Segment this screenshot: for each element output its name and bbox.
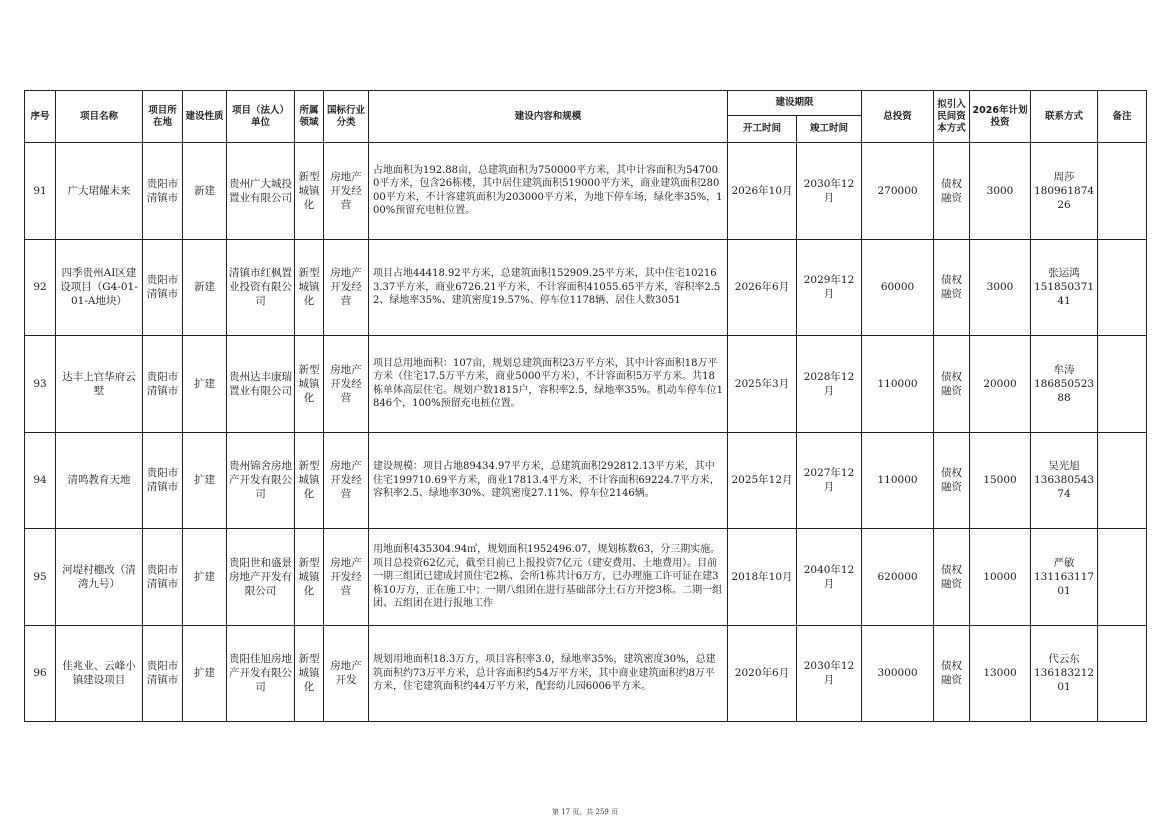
- page-footer: 第 17 页，共 259 页: [551, 808, 619, 816]
- cell-seq: 94: [25, 432, 56, 529]
- cell-location: 贵阳市清镇市: [143, 432, 183, 529]
- cell-content: 占地面积为192.88亩，总建筑面积为750000平方米，其中计容面积为547000平方米，包含26栋楼，其中居住建筑面积519000平方米，商业建筑面积28000平方米，不计容建筑面积为203000平方米，为地下停车场，绿化率35%，100%预留充电桩位置。: [369, 143, 728, 240]
- cell-start: 2018年10月: [728, 529, 797, 626]
- cell-start: 2025年12月: [728, 432, 797, 529]
- cell-remark: [1098, 336, 1147, 433]
- header-investment: 总投资: [862, 91, 934, 143]
- table-row: [25, 432, 1147, 529]
- contact-name: 牟涛: [1053, 363, 1075, 376]
- cell-contact: [1031, 336, 1098, 433]
- cell-seq: 93: [25, 336, 56, 433]
- cell-plan: 3000: [970, 239, 1031, 336]
- cell-seq: 96: [25, 625, 56, 722]
- table-body: [25, 143, 1147, 722]
- header-plan: 2026年计划投资: [970, 91, 1031, 143]
- cell-field: 新型城镇化: [295, 336, 324, 433]
- contact-phone: 13116311701: [1033, 570, 1095, 597]
- contact-phone: 13618321201: [1033, 667, 1095, 694]
- cell-unit: 贵州锦舍房地产开发有限公司: [227, 432, 295, 529]
- cell-plan: 20000: [970, 336, 1031, 433]
- cell-end: 2029年12月: [797, 239, 862, 336]
- header-period: 建设期限: [728, 91, 862, 116]
- cell-seq: 91: [25, 143, 56, 240]
- cell-field: 新型城镇化: [295, 143, 324, 240]
- cell-investment: 300000: [862, 625, 934, 722]
- cell-nature: 扩建: [183, 529, 227, 626]
- cell-contact: [1031, 625, 1098, 722]
- table-row: [25, 529, 1147, 626]
- cell-start: 2026年10月: [728, 143, 797, 240]
- cell-industry: 房地产开发经营: [324, 239, 369, 336]
- cell-name: 广大珺耀未来: [56, 143, 143, 240]
- cell-contact: [1031, 529, 1098, 626]
- cell-location: 贵阳市清镇市: [143, 625, 183, 722]
- cell-capital: 债权融资: [934, 239, 970, 336]
- cell-end: 2028年12月: [797, 336, 862, 433]
- cell-investment: 60000: [862, 239, 934, 336]
- contact-name: 严敏: [1053, 556, 1075, 569]
- cell-industry: 房地产开发经营: [324, 143, 369, 240]
- cell-plan: 13000: [970, 625, 1031, 722]
- cell-plan: 15000: [970, 432, 1031, 529]
- cell-plan: 10000: [970, 529, 1031, 626]
- header-contact: 联系方式: [1031, 91, 1098, 143]
- cell-content: 建设规模：项目占地89434.97平方米，总建筑面积292812.13平方米，其中住宅199710.69平方米，商业17813.4平方米，不计容面积69224.7平方米，容积率2.5、绿地率30%、建筑密度27.11%、停车位2146辆。: [369, 432, 728, 529]
- contact-phone: 13638054374: [1033, 474, 1095, 501]
- cell-remark: [1098, 239, 1147, 336]
- cell-name: 清鸣教育天地: [56, 432, 143, 529]
- header-seq: 序号: [25, 91, 56, 143]
- cell-field: 新型城镇化: [295, 432, 324, 529]
- table-row: [25, 143, 1147, 240]
- cell-investment: 110000: [862, 336, 934, 433]
- header-end: 竣工时间: [797, 116, 862, 143]
- cell-remark: [1098, 143, 1147, 240]
- cell-field: 新型城镇化: [295, 625, 324, 722]
- contact-phone: 15185037141: [1033, 281, 1095, 308]
- cell-investment: 270000: [862, 143, 934, 240]
- cell-field: 新型城镇化: [295, 239, 324, 336]
- contact-name: 周莎: [1053, 170, 1075, 183]
- project-table: [24, 90, 1147, 722]
- cell-start: 2025年3月: [728, 336, 797, 433]
- cell-unit: 贵州达丰康瑞置业有限公司: [227, 336, 295, 433]
- cell-end: 2027年12月: [797, 432, 862, 529]
- contact-name: 代云东: [1048, 653, 1080, 666]
- cell-contact: [1031, 143, 1098, 240]
- cell-location: 贵阳市清镇市: [143, 143, 183, 240]
- cell-seq: 92: [25, 239, 56, 336]
- header-nature: 建设性质: [183, 91, 227, 143]
- cell-seq: 95: [25, 529, 56, 626]
- table-row: [25, 239, 1147, 336]
- cell-name: 达丰上官华府云墅: [56, 336, 143, 433]
- contact-name: 张运鸿: [1048, 267, 1080, 280]
- cell-industry: 房地产开发经营: [324, 529, 369, 626]
- cell-start: 2026年6月: [728, 239, 797, 336]
- cell-investment: 110000: [862, 432, 934, 529]
- header-field: 所属领域: [295, 91, 324, 143]
- cell-location: 贵阳市清镇市: [143, 336, 183, 433]
- cell-end: 2040年12月: [797, 529, 862, 626]
- header-capital: 拟引入民间资本方式: [934, 91, 970, 143]
- cell-end: 2030年12月: [797, 625, 862, 722]
- header-remark: 备注: [1098, 91, 1147, 143]
- header-start: 开工时间: [728, 116, 797, 143]
- cell-unit: 贵阳佳旭房地产开发有限公司: [227, 625, 295, 722]
- cell-content: 项目占地44418.92平方米，总建筑面积152909.25平方米，其中住宅102163.37平方米，商业6726.21平方米，不计容面积41055.65平方米，容积率2.52、绿地率35%、建筑密度19.57%、停车位1178辆、居住人数3051: [369, 239, 728, 336]
- cell-nature: 扩建: [183, 432, 227, 529]
- cell-contact: [1031, 239, 1098, 336]
- cell-location: 贵阳市清镇市: [143, 239, 183, 336]
- cell-unit: 贵州广大城投置业有限公司: [227, 143, 295, 240]
- cell-nature: 新建: [183, 239, 227, 336]
- cell-remark: [1098, 625, 1147, 722]
- cell-location: 贵阳市清镇市: [143, 529, 183, 626]
- table-row: [25, 625, 1147, 722]
- cell-content: 规划用地面积18.3万方，项目容积率3.0，绿地率35%，建筑密度30%，总建筑面积约73万平方米，总计容面积约54万平方米，其中商业建筑面积约8万平方米，住宅建筑面积约44万平方米，配套幼儿园6006平方米。: [369, 625, 728, 722]
- header-location: 项目所在地: [143, 91, 183, 143]
- cell-unit: 贵阳世和盛景房地产开发有限公司: [227, 529, 295, 626]
- contact-phone: 18685052388: [1033, 377, 1095, 404]
- cell-field: 新型城镇化: [295, 529, 324, 626]
- cell-industry: 房地产开发经营: [324, 336, 369, 433]
- cell-capital: 债权融资: [934, 625, 970, 722]
- cell-start: 2020年6月: [728, 625, 797, 722]
- cell-content: 项目总用地面积：107亩，规划总建筑面积23万平方米，其中计容面积18万平方米（住宅17.5万平方米，商业5000平方米），不计容面积5万平方米。共18栋单体高层住宅。规划户数1815户，容积率2.5，绿地率35%。机动车停车位1846个，100%预留充电桩位置。: [369, 336, 728, 433]
- header-unit: 项目（法人）单位: [227, 91, 295, 143]
- header-industry: 国标行业分类: [324, 91, 369, 143]
- cell-name: 河堤村棚改（清湾九号）: [56, 529, 143, 626]
- cell-nature: 扩建: [183, 336, 227, 433]
- cell-contact: [1031, 432, 1098, 529]
- header-content: 建设内容和规模: [369, 91, 728, 143]
- cell-plan: 3000: [970, 143, 1031, 240]
- cell-unit: 清镇市红枫置业投资有限公司: [227, 239, 295, 336]
- cell-content: 用地面积435304.94㎡，规划面积1952496.07，规划栋数63，分三期实施。项目总投资62亿元，截至目前已上报投资7亿元（建安费用、土地费用）。目前一期三组团已建成封顶住宅2栋、会所1栋共计6万方，已办理施工许可证在建3栋10万方，正在施工中；一期八组团在进行基础部分土石方开挖3栋。二期一组团、五组团在进行报地工作: [369, 529, 728, 626]
- cell-nature: 新建: [183, 143, 227, 240]
- cell-name: 佳兆业、云峰小镇建设项目: [56, 625, 143, 722]
- contact-phone: 18096187426: [1033, 184, 1095, 211]
- cell-remark: [1098, 529, 1147, 626]
- cell-capital: 债权融资: [934, 432, 970, 529]
- cell-capital: 债权融资: [934, 143, 970, 240]
- cell-industry: 房地产开发经营: [324, 432, 369, 529]
- cell-investment: 620000: [862, 529, 934, 626]
- cell-industry: 房地产开发: [324, 625, 369, 722]
- cell-remark: [1098, 432, 1147, 529]
- header-name: 项目名称: [56, 91, 143, 143]
- cell-name: 四季贵州AI区建设项目（G4-01-01-A地块）: [56, 239, 143, 336]
- contact-name: 吴光旭: [1048, 460, 1080, 473]
- cell-capital: 债权融资: [934, 529, 970, 626]
- cell-capital: 债权融资: [934, 336, 970, 433]
- cell-end: 2030年12月: [797, 143, 862, 240]
- table-row: [25, 336, 1147, 433]
- cell-nature: 扩建: [183, 625, 227, 722]
